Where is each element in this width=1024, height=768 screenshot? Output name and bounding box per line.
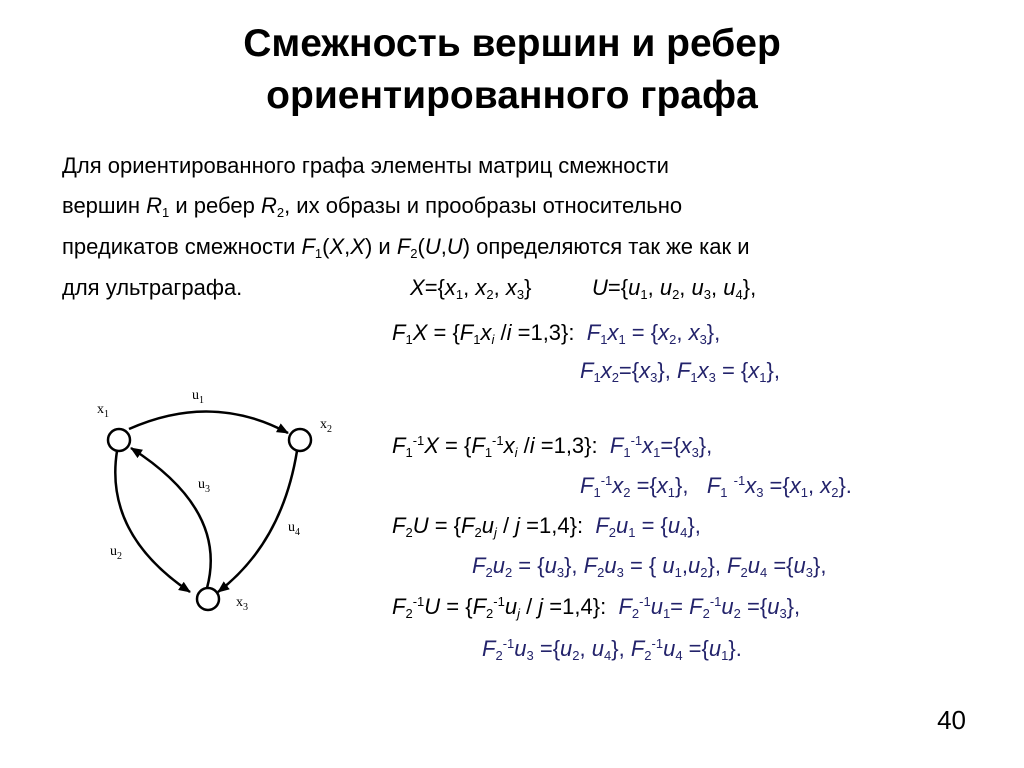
- edge-u3: [131, 448, 211, 588]
- edge-label-u2: $u_2$: [110, 544, 122, 562]
- intro-line-1: Для ориентированного графа элементы матриц смежности: [62, 153, 669, 178]
- node-x1: [108, 429, 130, 451]
- page-number: 40: [937, 705, 966, 735]
- edge-label-u1: $u_1$: [192, 388, 204, 406]
- formula-f2u2-u3-u4: $F_2u_2 = \{u_3\}$, $F_2u_3$ = { $u_1,u_2$}, $F_2u_4 =\{u_3\}$,: [472, 553, 827, 580]
- formula-f2inv-u3-u4: $F_2^{-1}u_3 =\{u_2$, $u_4$}, $F_2^{-1}u_4 =\{u_1\}$.: [482, 636, 742, 663]
- node-label-x3: $x_3$: [236, 595, 248, 613]
- node-label-x1: $x_1$: [97, 402, 109, 420]
- intro-line-2: вершин $R_1$ и ребер $R_2$, их образы и прообразы относительно: [62, 193, 683, 220]
- title-line-2: ориентированного графа: [266, 74, 758, 117]
- edge-u2: [115, 451, 190, 592]
- node-x3: [197, 588, 219, 610]
- formula-f1x: $F_1X = \{F_1x_i$ /i =1,3}: $F_1x_1 = \{x_2$, $x_3$},: [392, 320, 721, 347]
- intro-line-3: предикатов смежности $F_1(X,X)$ и $F_2(U,U)$ определяются так же как и: [62, 234, 750, 261]
- formula-f2u: $F_2U = \{F_2u_j / j =1,4\}$: $F_2u_1 = \{u_4\}$,: [392, 513, 701, 540]
- edge-label-u4: $u_4$: [288, 520, 300, 538]
- formula-f1inv-x2-x3: $F_1^{-1}x_2 =\{x_1\}$, $F_1$ $^{-1}x_3 =\{x_1$, $x_2$}.: [580, 473, 852, 500]
- edge-u4: [218, 451, 297, 592]
- formula-f2inv-u: $F_2^{-1}U = \{F_2^{-1}u_j / j =1,4\}$: $F_2^{-1}u_1= F_2^{-1}u_2 =\{u_3\}$,: [392, 594, 801, 621]
- edge-label-u3: $u_3$: [198, 477, 210, 495]
- intro-line-4: для ультраграфа.: [62, 275, 243, 300]
- node-x2: [289, 429, 311, 451]
- title-line-1: Смежность вершин и ребер: [243, 22, 781, 65]
- edge-u1: [129, 411, 288, 433]
- set-u: $U=\{u_1$, $u_2$, $u_3$, $u_4$},: [592, 275, 757, 302]
- node-label-x2: $x_2$: [320, 417, 332, 435]
- set-x: $X=\{x_1$, $x_2$, $x_3$}: [410, 275, 532, 302]
- formula-f1inv-x: $F_1^{-1}X = \{F_1^{-1}x_i$ /i =1,3}: $F_1^{-1}x_1=\{x_3\}$,: [392, 433, 713, 460]
- formula-f1x2-f1x3: $F_1x_2=\{x_3\}$, $F_1x_3 = \{x_1\}$,: [580, 358, 780, 385]
